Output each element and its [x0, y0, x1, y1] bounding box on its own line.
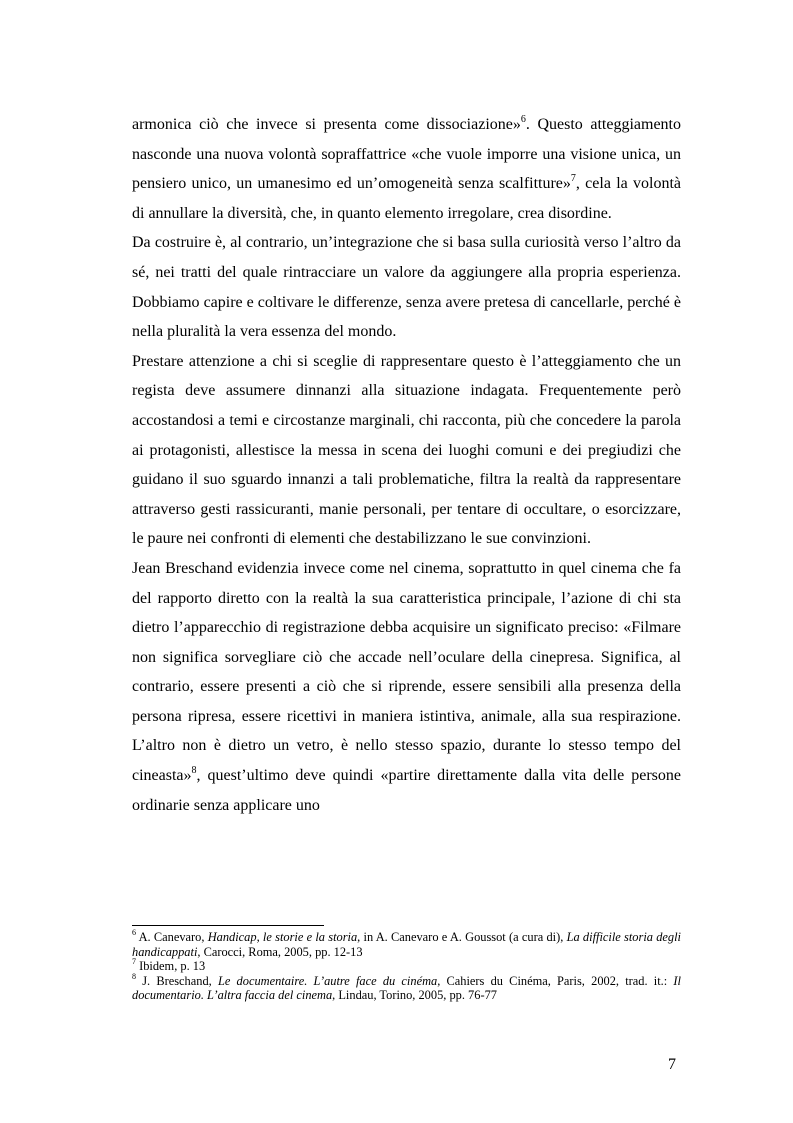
- footnote-text: , in A. Canevaro e A. Goussot (a cura di),: [357, 930, 567, 944]
- footnote-ref-8[interactable]: 8: [191, 764, 197, 776]
- paragraph-2: Da costruire è, al contrario, un’integrazione che si basa sulla curiosità verso l’altro da sé, nei tratti del quale rintracciare un valore da aggiungere alla propria esperienza. Dobbiamo capire e coltivare le differenze, senza avere pretesa di cancellarle, perché è nella pluralità la vera essenza del mondo.: [132, 234, 681, 341]
- footnote-ref-7[interactable]: 7: [570, 172, 576, 184]
- footnote-ref-6[interactable]: 6: [520, 113, 526, 125]
- footnote-text: J. Breschand,: [136, 973, 218, 988]
- footnote-number: 8: [132, 971, 136, 981]
- paragraph-1-text: armonica ciò che invece si presenta come dissociazione»: [132, 116, 521, 133]
- paragraph-1-text-cont: . Questo atteggiamento nasconde una nuova volontà sopraffattrice «che vuole imporre una visione unica, un pensiero unico, un umanesimo ed un’omogeneità senza scalfitture»: [132, 116, 682, 193]
- footnote-title: La difficile storia degli handicappati: [132, 930, 681, 959]
- footnote-text: , Lindau, Torino, 2005, pp. 76-77: [332, 988, 497, 1003]
- paragraph-1: [132, 110, 681, 228]
- paragraph-4: [132, 554, 681, 820]
- paragraph-4-text-cont: , quest’ultimo deve quindi «partire direttamente dalla vita delle persone ordinarie senza applicare uno: [132, 767, 681, 814]
- footnote-separator: [132, 925, 324, 926]
- footnote-6: [132, 927, 681, 959]
- paragraph-1-text-end: , cela la volontà di annullare la diversità, che, in quanto elemento irregolare, crea disordine.: [132, 175, 681, 222]
- footnote-title: Handicap, le storie e la storia: [207, 930, 358, 944]
- footnote-title: Le documentaire. L’autre face du cinéma: [217, 973, 438, 988]
- footnote-text: A. Canevaro,: [136, 930, 208, 944]
- footnote-text: , Carocci, Roma, 2005, pp. 12-13: [197, 944, 363, 959]
- footnote-number: 6: [132, 927, 136, 937]
- footnote-8: [132, 971, 681, 1003]
- footnote-text: Ibidem, p. 13: [136, 959, 206, 974]
- body-text: [132, 110, 681, 820]
- page-number: 7: [668, 1056, 676, 1073]
- footnotes: [132, 927, 681, 1003]
- footnote-7: [132, 959, 681, 974]
- footnote-text: , Cahiers du Cinéma, Paris, 2002, trad. it.:: [437, 973, 674, 988]
- paragraph-3: Prestare attenzione a chi si sceglie di rappresentare questo è l’atteggiamento che un regista deve assumere dinnanzi alla situazione indagata. Frequentemente però accostandosi a temi e circostanze marginali, chi racconta, più che concedere la parola ai protagonisti, allestisce la messa in scena dei luoghi comuni e dei pregiudizi che guidano il suo sguardo innanzi a tali problematiche, filtra la realtà da rappresentare attraverso gesti rassicuranti, manie personali, per tentare di occultare, o esorcizzare, le paure nei confronti di elementi che destabilizzano le sue convinzioni.: [132, 352, 681, 548]
- footnote-title: Il documentario. L’altra faccia del cinema: [132, 973, 681, 1003]
- paragraph-4-text: Jean Breschand evidenzia invece come nel cinema, soprattutto in quel cinema che fa del rapporto diretto con la realtà la sua caratteristica principale, l’azione di chi sta dietro l’apparecchio di registrazione debba acquisire un significato preciso: «Filmare non significa sorvegliare ciò che accade nell’oculare della cinepresa. Significa, al contrario, essere presenti a ciò che si riprende, essere sensibili alla presenza della persona ripresa, essere ricettivi in maniera istintiva, animale, alla sua respirazione. L’altro non è dietro un vetro, è nello stesso spazio, durante lo stesso tempo del cineasta»: [132, 559, 681, 785]
- footnote-number: 7: [132, 957, 136, 967]
